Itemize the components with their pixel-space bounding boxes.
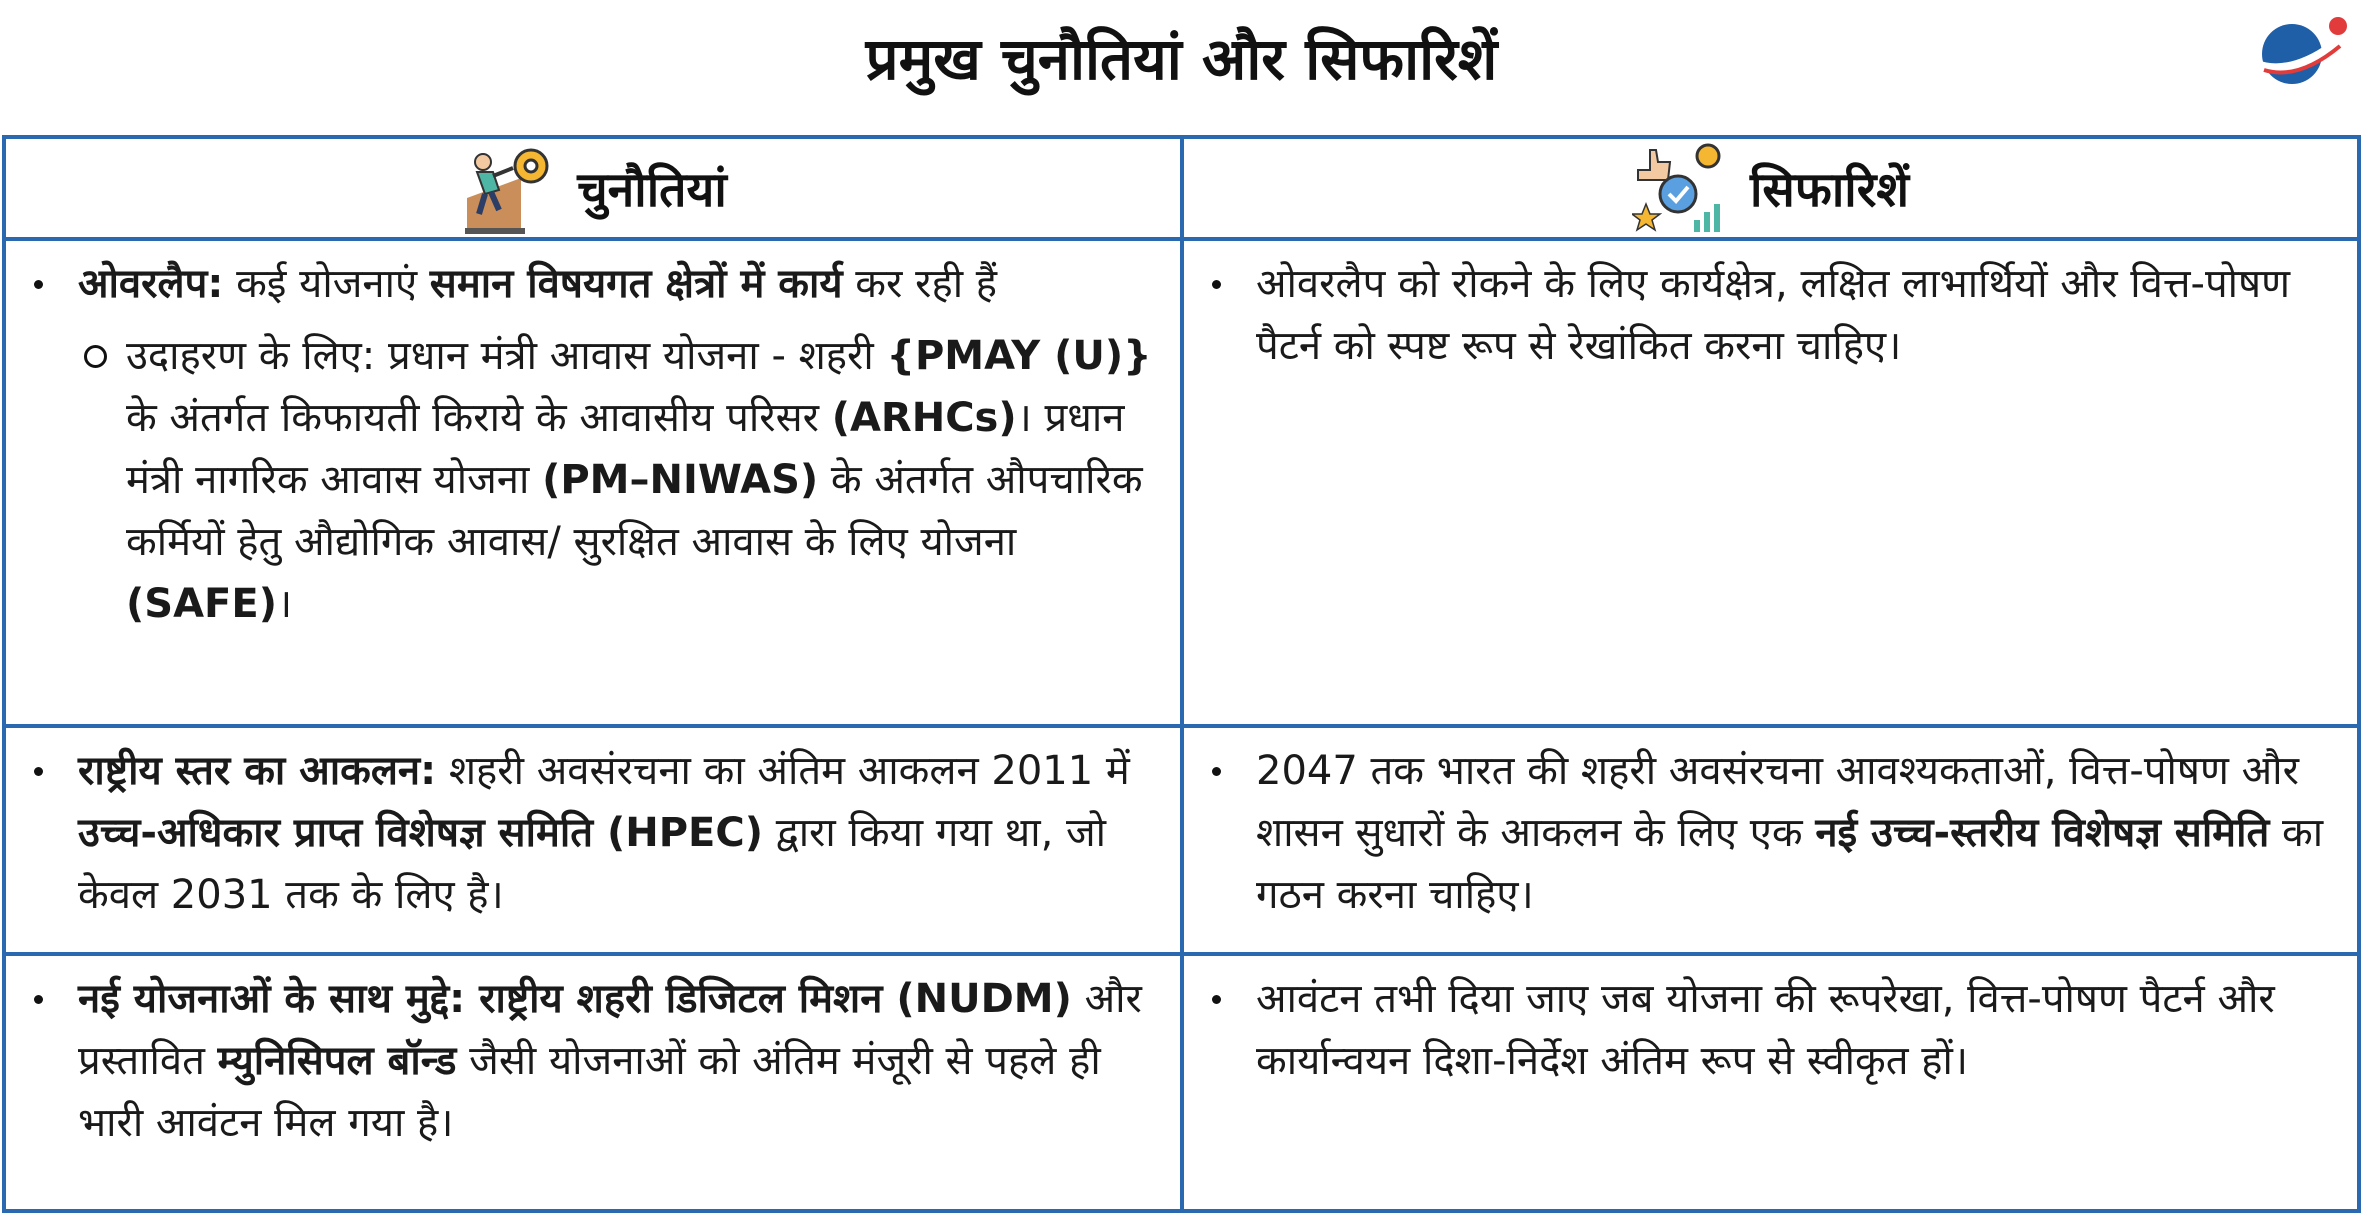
list-item: राष्ट्रीय स्तर का आकलन: शहरी अवसंरचना का अंतिम आकलन 2011 में उच्च-अधिकार प्राप्त विशेषज्ञ समिति (HPEC) द्वारा किया गया था, जो केवल 2031 तक के लिए है। [26,740,1162,926]
header-recommendations [1182,137,2359,239]
thumbs-up-gear-check-chart-icon [1632,140,1728,236]
header-challenges-label: चुनौतियां [577,161,727,218]
recommendation-cell [1182,239,2359,726]
challenge-cell [4,954,1182,1211]
header-recommendations-label: सिफारिशें [1749,161,1910,218]
list-item: 2047 तक भारत की शहरी अवसंरचना आवश्यकताओं, वित्त-पोषण और शासन सुधारों के आकलन के लिए एक नई उच्च-स्तरीय विशेषज्ञ समिति का गठन करना चाहिए। [1204,740,2339,926]
sub-list-item: उदाहरण के लिए: प्रधान मंत्री आवास योजना - शहरी {PMAY (U)} के अंतर्गत किफायती किराये के आवासीय परिसर (ARHCs)। प्रधान मंत्री नागरिक आवास योजना (PM–NIWAS) के अंतर्गत औपचारिक कर्मियों हेतु औद्योगिक आवास/ सुरक्षित आवास के लिए योजना (SAFE)। [26,325,1162,635]
challenge-cell [4,239,1182,726]
list-item: ओवरलैप को रोकने के लिए कार्यक्षेत्र, लक्षित लाभार्थियों और वित्त-पोषण पैटर्न को स्पष्ट रूप से रेखांकित करना चाहिए। [1204,253,2339,377]
recommendation-cell [1182,954,2359,1211]
table-row [4,954,2359,1211]
recommendation-cell [1182,726,2359,954]
table-row [4,239,2359,726]
person-climbing-gear-icon [459,140,555,236]
brand-logo-icon [2250,12,2350,88]
list-item: नई योजनाओं के साथ मुद्दे: राष्ट्रीय शहरी डिजिटल मिशन (NUDM) और प्रस्तावित म्युनिसिपल बॉन्ड जैसी योजनाओं को अंतिम मंजूरी से पहले ही भारी आवंटन मिल गया है। [26,968,1162,1154]
table-row [4,726,2359,954]
table-header-row [4,137,2359,239]
challenge-cell [4,726,1182,954]
list-item: ओवरलैप: कई योजनाएं समान विषयगत क्षेत्रों में कार्य कर रही हैं [26,253,1162,315]
list-item: आवंटन तभी दिया जाए जब योजना की रूपरेखा, वित्त-पोषण पैटर्न और कार्यान्वयन दिशा-निर्देश अंतिम रूप से स्वीकृत हों। [1204,968,2339,1092]
header-challenges [4,137,1182,239]
challenges-recommendations-table [2,135,2361,1213]
page-title: प्रमुख चुनौतियां और सिफारिशें [865,25,1498,93]
